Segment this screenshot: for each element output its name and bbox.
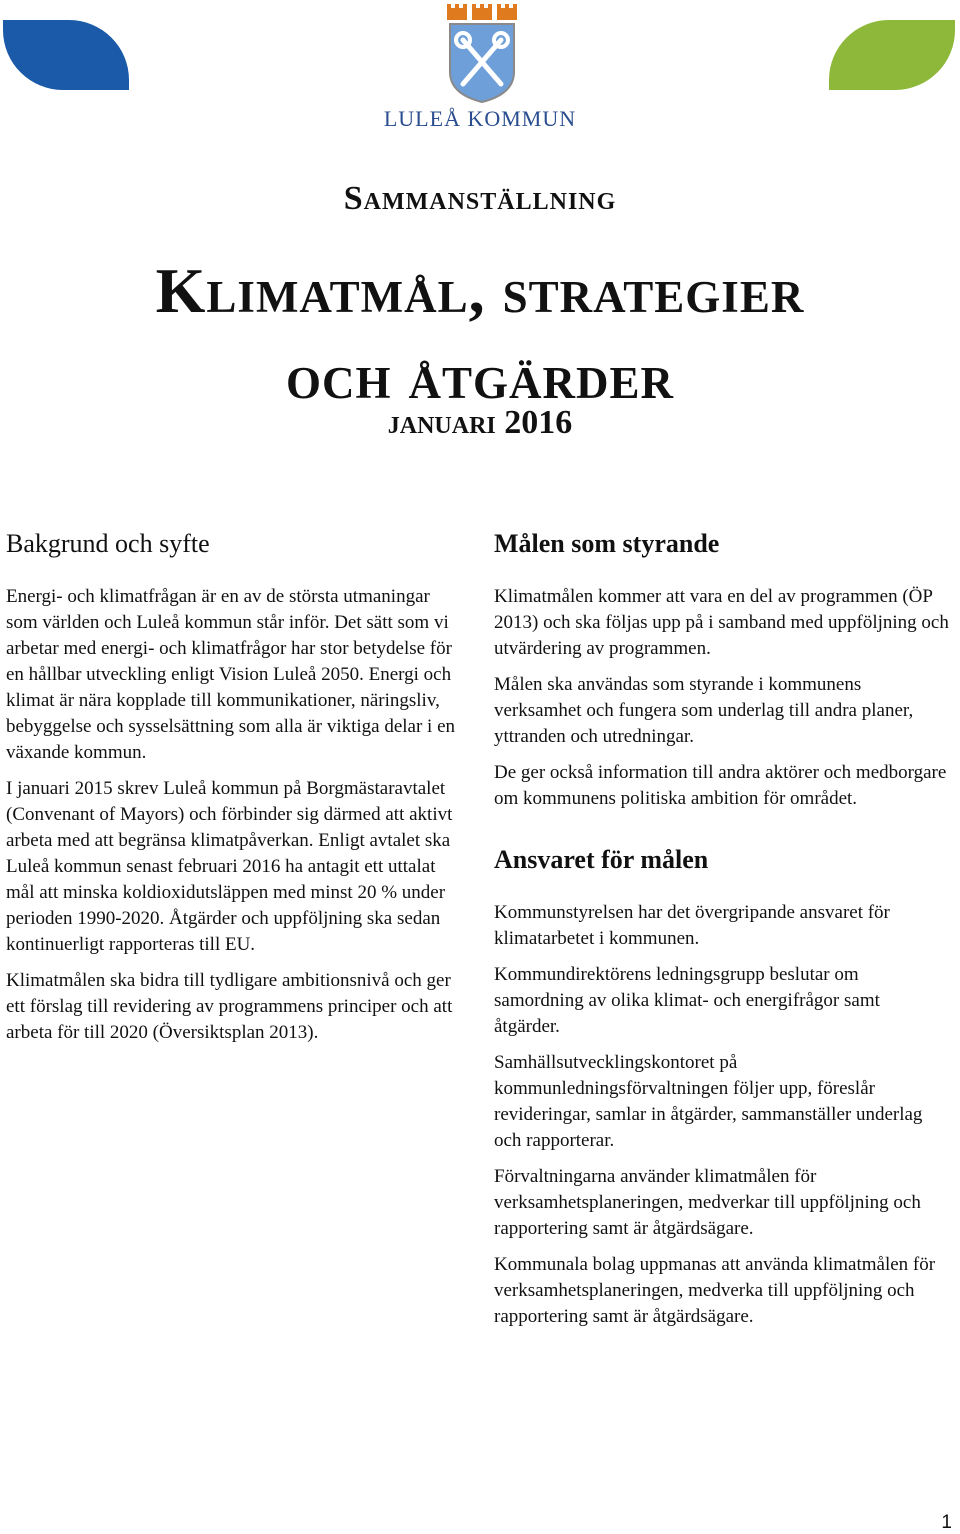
paragraph: Samhällsutvecklingskontoret på kommunledningsförvaltningen följer upp, föreslår revideringar, samlar in åtgärder, sammanställer underlag och rapporterar.	[494, 1052, 923, 1151]
section-heading-responsibility: Ansvaret för målen	[494, 845, 709, 874]
logo-text: LULEÅ KOMMUN	[383, 106, 577, 131]
document-title	[0, 248, 960, 420]
document-title-line2: och åtgärder	[285, 341, 675, 412]
document-subtitle: Sammanställning	[343, 180, 617, 217]
section-heading-background: Bakgrund och syfte	[6, 529, 210, 558]
paragraph: Kommunala bolag uppmanas att använda klimatmålen för verksamhetsplaneringen, medverka till uppföljning och rapportering samt är åtgärdsägare.	[494, 1254, 936, 1327]
paragraph: De ger också information till andra aktörer och medborgare om kommunens politiska ambition för området.	[494, 762, 947, 809]
paragraph: Förvaltningarna använder klimatmålen för verksamhetsplaneringen, medverkar till uppföljning och rapportering samt är åtgärdsägare.	[494, 1166, 921, 1239]
crown-icon	[445, 2, 519, 22]
paragraph: Klimatmålen ska bidra till tydligare ambitionsnivå och ger ett förslag till revidering av programmens principer och att arbeta för till 2020 (Översiktsplan 2013).	[6, 970, 453, 1043]
blue-leaf-decoration	[3, 20, 129, 90]
lulea-kommun-logo	[365, 0, 595, 135]
shield-crossed-keys-icon	[447, 22, 517, 104]
paragraph: I januari 2015 skrev Luleå kommun på Borgmästaravtalet (Convenant of Mayors) och förbinder sig därmed att aktivt arbeta med att begränsa klimatpåverkan. Enligt avtalet ska Luleå kommun senast februari 2016 ha antagit ett uttalat mål att minska koldioxidutsläppen med minst 20 % under perioden 1990-2020. Åtgärder och uppföljning ska sedan kontinuerligt rapporteras till EU.	[6, 778, 453, 955]
left-column	[6, 526, 464, 1056]
document-date: januari 2016	[387, 404, 573, 441]
section-heading-goals: Målen som styrande	[494, 529, 720, 558]
paragraph: Energi- och klimatfrågan är en av de största utmaningar som världen och Luleå kommun står inför. Det sätt som vi arbetar med energi- och klimatfrågor har stor betydelse för en hållbar utveckling enligt Vision Luleå 2050. Energi och klimat är nära kopplade till kommunikationer, näringsliv, bebyggelse och sysselsättning som alla är viktiga delar i en växande kommun.	[6, 586, 456, 763]
right-column	[494, 526, 950, 1340]
paragraph: Kommundirektörens ledningsgrupp beslutar om samordning av olika klimat- och energifrågor samt åtgärder.	[494, 964, 880, 1037]
paragraph: Kommunstyrelsen har det övergripande ansvaret för klimatarbetet i kommunen.	[494, 902, 890, 949]
paragraph: Målen ska användas som styrande i kommunens verksamhet och fungera som underlag till andra planer, yttranden och utredningar.	[494, 674, 914, 747]
document-title-line1: Klimatmål, strategier	[155, 255, 805, 326]
page-number: 1	[941, 1512, 952, 1533]
paragraph: Klimatmålen kommer att vara en del av programmen (ÖP 2013) och ska följas upp på i samband med uppföljning och utvärdering av programmen.	[494, 586, 949, 659]
green-leaf-decoration	[829, 20, 955, 90]
